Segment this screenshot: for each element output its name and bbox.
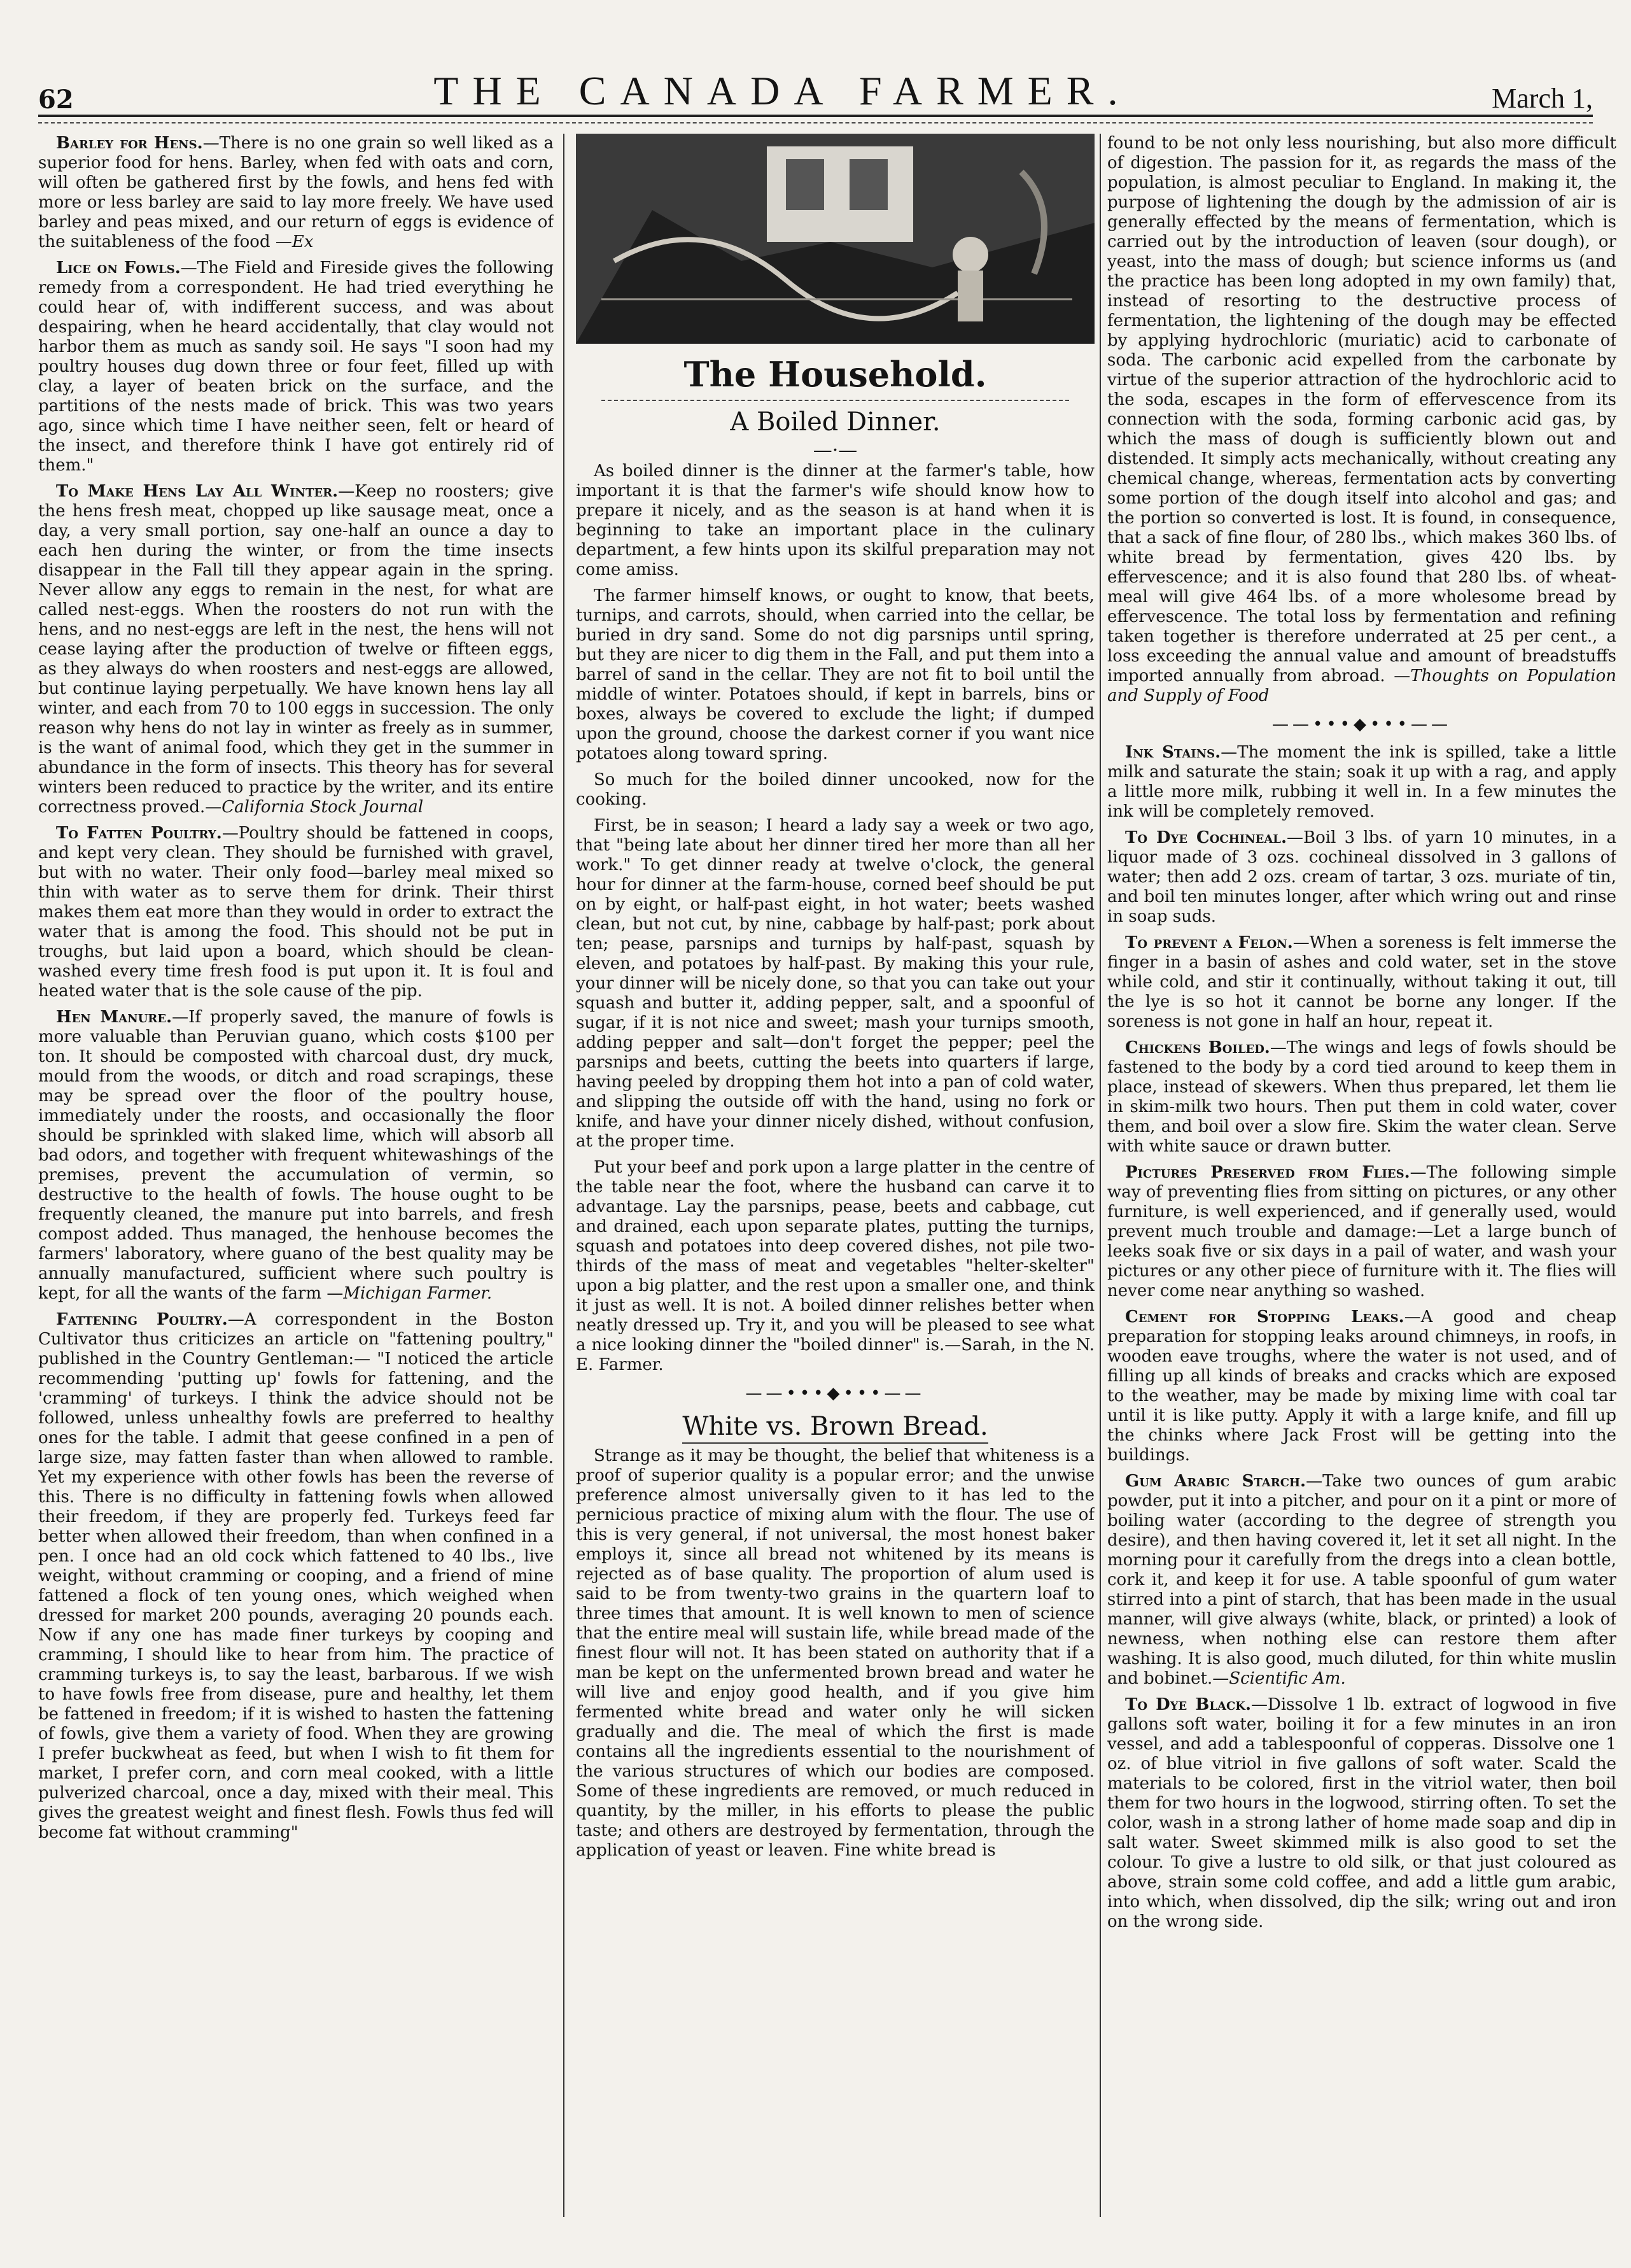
run-in-heading: Gum Arabic Starch. [1125, 1472, 1306, 1491]
paragraph [1107, 1472, 1616, 1689]
paragraph-text: —The wings and legs of fowls should be fastened to the body by a cord tied around to keep them in place, instead of skewers. When thus prepared, let them lie in skim-milk two hours. Then put them in cold water, cover them, and boil over a slow fire. Skim the water clean. Serve with white sauce or drawn butter. [1107, 1038, 1616, 1156]
run-in-heading: Barley for Hens. [56, 134, 203, 153]
paragraph-text: found to be not only less nourishing, but also more difficult of digestion. The passion for it, as regards the mass of the population, is almost peculiar to England. In making it, the purpose of lightening the dough by the admission of air is generally effected by the means of fermentation, which is carried out by the introduction of leaven (sour dough), or yeast, into the mass of dough; but science informs us (and the practice has been long adopted in my own family) that, instead of resorting to the destructive process of fermentation, the lightening of the dough may be effected by applying hydrochloric (muriatic) acid to carbonate of soda. The carbonic acid expelled from the carbonate by virtue of the superior attraction of the hydrochloric acid to the soda, escapes in the form of effervescence from its connection with the soda, forming carbonic acid gas, by which the mass of dough is sufficiently blown out and distended. It simply acts mechanically, without creating any chemical change, whereas, fermentation acts by converting some portion of the dough itself into alcohol and gas; and the portion so converted is lost. It is found, in consequence, that a sack of fine flour, of 280 lbs., which makes 360 lbs. of white bread by fermentation, gives 420 lbs. by effervescence; and it is also found that 280 lbs. of wheat-meal will give 464 lbs. of a more wholesome bread by effervescence. The total loss by fermentation and refining taken together is therefore underrated at 25 per cent., a loss exceeding the annual value and amount of breadstuffs imported annually from abroad. — [1107, 134, 1616, 686]
divider-ornament: ——•••◆•••—— [1271, 715, 1452, 734]
run-in-heading: Ink Stains. [1125, 743, 1221, 762]
source-credit: Michigan Farmer. [343, 1284, 493, 1303]
column-divider [1100, 134, 1101, 2217]
paragraph-text: —Take two ounces of gum arabic powder, put it into a pitcher, and pour on it a pint or more of boiling water (according to the degree of strength you desire), and then having covered it, let it set all night. In the morning pour it carefully from the dregs into a clean bottle, cork it, and keep it for use. A table spoonful of gum water stirred into a pint of starch, that has been made in the usual manner, will give always (white, black, or printed) a look of newness, when nothing else can restore them after washing. It is also good, much diluted, for thin white muslin and bobinet.— [1107, 1472, 1616, 1688]
article-title: A Boiled Dinner. [730, 407, 941, 437]
paragraph-text: —The Field and Fireside gives the following remedy from a correspondent. He had tried everything he could hear of, with indifferent success, and was about despairing, when he heard accidentally, that clay would not harbor them as much as sandy soil. He says "I soon had my poultry houses dug down three or four feet, filled up with clay, a layer of beaten brick on the surface, and the partitions of the nests made of brick. This was two years ago, since which time I have neither seen, felt or heard of the insect, and therefore think I have got entirely rid of them." [38, 258, 554, 475]
run-in-heading: To Dye Cochineal. [1125, 828, 1287, 847]
paragraph-text: —A correspondent in the Boston Cultivator thus criticizes an article on "fattening poultry," published in the Country Gentleman:— "I noticed the article recommending 'putting up' fowls for fattening, and the 'cramming' of turkeys. I think the advice should not be followed, unless unhealthy fowls are preferred to healthy ones for the table. I admit that geese confined in a pen of large size, may fatten faster than when allowed to ramble. Yet my experience with other fowls has been the reverse of this. There is no difficulty in fattening fowls when allowed their freedom, if they are properly fed. Turkeys feed far better when allowed their freedom, than when confined in a pen. I once had an old cock which fattened to 40 lbs., live weight, without cramming or cooping, and a friend of mine fattened a flock of ten young ones, which weighed when dressed for market 200 pounds, averaging 20 pounds each. Now if any one has made finer turkeys by cooping and cramming, I should like to hear from him. The practice of cramming turkeys is, to say the least, barbarous. If we wish to have fowls free from disease, pure and healthy, let them be fattened in freedom; if it is wished to hasten the fattening of fowls, give them a variety of food. When they are growing I prefer buckwheat as feed, but when I wish to fit them for market, I prefer corn, and corn meal cooked, with a little pulverized charcoal, once a day, mixed with their meal. This gives the greatest weight and finest flesh. Fowls thus fed will become fat without cramming" [38, 1310, 554, 1842]
run-in-heading: To Dye Black. [1125, 1695, 1251, 1714]
column-1 [38, 134, 554, 2217]
divider [601, 400, 1069, 401]
column-divider [563, 134, 564, 2217]
paragraph-text: —If properly saved, the manure of fowls is more valuable than Peruvian guano, which costs $100 per ton. It should be composted with charcoal dust, dry muck, mould from the woods, or ditch and road scrapings, these may be spread over the floor of the poultry house, immediately under the roosts, and occasionally the floor should be sprinkled with slaked lime, which will absorb all bad odors, and together with frequent whitewashings of the premises, prevent the accumulation of vermin, so destructive to the health of fowls. The house ought to be frequently cleaned, the manure put into barrels, and fresh compost added. Thus managed, the henhouse becomes the farmers' laboratory, where guano of the best quality may be annually manufactured, sufficient where such poultry is kept, for all the wants of the farm — [38, 1008, 554, 1303]
paragraph [38, 482, 554, 817]
header-rule [38, 122, 1593, 123]
column-3 [1107, 134, 1616, 2217]
paragraph-text: —There is no one grain so well liked as a superior food for hens. Barley, when fed with oats and corn, will often be gathered first by the fowls, and hens fed with more or less barley are said to lay more freely. We have used barley and peas mixed, and our return of eggs is evidence of the suitableness of the food — [38, 134, 554, 251]
paragraph [1107, 1038, 1616, 1157]
paragraph [38, 824, 554, 1001]
paragraph [38, 1310, 554, 1843]
page-number: 62 [38, 85, 74, 115]
source-credit: Scientific Am. [1229, 1669, 1346, 1688]
paragraph-text: —Boil 3 lbs. of yarn 10 minutes, in a liquor made of 3 ozs. cochineal dissolved in 3 gallons of water; then add 2 ozs. cream of tartar, 3 ozs. muriate of tin, and boil ten minutes longer, after which wring out and rinse in soap suds. [1107, 828, 1616, 926]
column-2 [576, 134, 1095, 2217]
paragraph [38, 134, 554, 252]
paragraph-text: —When a soreness is felt immerse the finger in a basin of ashes and cold water, set in the stove while cold, and stir it continually, without taking it out, till the lye is so hot it cannot be borne any longer. If the soreness is not gone in half an hour, repeat it. [1107, 933, 1616, 1031]
run-in-heading: Pictures Preserved from Flies. [1125, 1163, 1410, 1182]
garden-scene-illustration [576, 134, 1095, 344]
source-credit: California Stock Journal [221, 798, 424, 817]
run-in-heading: Cement for Stopping Leaks. [1125, 1307, 1404, 1327]
paragraph [1107, 828, 1616, 927]
paragraph [1107, 743, 1616, 822]
source-credit: Thoughts on Population and Supply of Food [1107, 666, 1616, 705]
run-in-heading: To Fatten Poultry. [56, 824, 222, 843]
paragraph-text: —Keep no roosters; give the hens fresh meat, chopped up like sausage meat, once a day, a very small portion, say one-half an ounce a day to each hen during the winter, or from the time insects disappear in the Fall till they appear again in the spring. Never allow any eggs to remain in the nest, for what are called nest-eggs. When the roosters do not run with the hens, and no nest-eggs are left in the nest, the hens will not cease laying after the production of twelve or fifteen eggs, as they always do when roosters and nest-eggs are allowed, but continue laying perpetually. We have known hens lay all winter, and each from 70 to 100 eggs in succession. The only reason why hens do not lay in winter as freely as in summer, is the want of animal food, which they get in the summer in abundance in the form of insects. This theory has for several winters been reduced to practice by the writer, and its entire correctness proved.— [38, 482, 554, 817]
divider-ornament: —·— [813, 439, 858, 461]
article-title-wrap [576, 1412, 1095, 1444]
run-in-heading: Lice on Fowls. [56, 258, 181, 278]
paragraph: So much for the boiled dinner uncooked, now for the cooking. [576, 770, 1095, 809]
paragraph: As boiled dinner is the dinner at the farmer's table, how important it is that the farmer's wife should know how to prepare it nicely, and as the season is at hand when it is beginning to take an important place in the culinary department, a few hints upon its skilful preparation may not come amiss. [576, 461, 1095, 579]
issue-date: March 1, [1492, 83, 1593, 114]
paragraph-text: —The moment the ink is spilled, take a little milk and saturate the stain; soak it up with a rag, and apply a little more milk, rubbing it well in. In a few minutes the ink will be completely removed. [1107, 743, 1616, 821]
paragraph [1107, 1307, 1616, 1465]
paragraph: Strange as it may be thought, the belief that whiteness is a proof of superior quality is a popular error; and the unwise preference almost universally given to it has led to the pernicious practice of mixing alum with the flour. The use of this is very general, if not universal, the most honest baker employs it, since all bread not whitened by its means is rejected as of base quality. The proportion of alum used is said to be from twenty-two grains in the quartern loaf to three times that amount. It is well known to men of science that the entire meal will sustain life, while bread made of the finest flour will not. It has been stated on authority that if a man be kept on the unfermented brown bread and water he will live and enjoy good health, and if you give him fermented white bread and water only he will sicken gradually and die. The meal of which the first is made contains all the ingredients essential to the nourishment of the various structures of which our bodies are composed. Some of these ingredients are removed, or much reduced in quantity, by the miller, in his efforts to please the public taste; and others are destroyed by fermentation, through the application of yeast or leaven. Fine white bread is [576, 1446, 1095, 1860]
paragraph: Put your beef and pork upon a large platter in the centre of the table near the foot, where the husband can carve it to advantage. Lay the parsnips, pease, beets and cabbage, cut and drained, each upon separate plates, putting the turnips, squash and potatoes into deep covered dishes, not pile two-thirds of the mass of meat and vegetables "helter-skelter" upon a big platter, and the rest upon a smaller one, and think it just as well. It is not. A boiled dinner relishes better when neatly dressed up. Try it, and you will be pleased to see what a nice looking dinner the "boiled dinner" is.—Sarah, in the N. E. Farmer. [576, 1158, 1095, 1374]
paragraph [1107, 1163, 1616, 1301]
article-title: White vs. Brown Bread. [682, 1412, 988, 1444]
paragraph-text: —Dissolve 1 lb. extract of logwood in five gallons soft water, boiling it for a few minutes in an iron vessel, and add a tablespoonful of copperas. Dissolve one 1 oz. of blue vitriol in five gallons of soft water. Scald the materials to be colored, first in the vitriol water, then boil them for two hours in the logwood, stirring often. To set the color, wash in a strong lather of home made soap and dip in salt water. Sweet skimmed milk is also good to set the colour. To give a lustre to old silk, or that just coloured as above, strain some cold coffee, and add a little gum arabic, into which, when dissolved, dip the silk; wring out and iron on the wrong side. [1107, 1695, 1616, 1931]
paragraph [38, 258, 554, 475]
paragraph-text: —A good and cheap preparation for stopping leaks around chimneys, in roofs, in wooden eave troughs, where the water is not used, and of filling up all kinds of breaks and cracks which are exposed to the weather, may be made by mixing lime with coal tar until it is like putty. Apply it with a large knife, and fill up the chinks where Jack Frost will be getting into the buildings. [1107, 1307, 1616, 1465]
paragraph [1107, 933, 1616, 1032]
run-in-heading: Fattening Poultry. [56, 1310, 228, 1329]
run-in-heading: To Make Hens Lay All Winter. [56, 482, 339, 501]
run-in-heading: To prevent a Felon. [1125, 933, 1293, 952]
run-in-heading: Chickens Boiled. [1125, 1038, 1270, 1057]
paragraph [38, 1008, 554, 1304]
section-title: The Household. [683, 354, 987, 395]
source-credit: Ex [291, 232, 314, 251]
paragraph: The farmer himself knows, or ought to know, that beets, turnips, and carrots, should, when carried into the cellar, be buried in dry sand. Some do not dig parsnips until spring, but they are nicer to dig them in the Fall, and put them into a barrel of sand in the cellar. They are not fit to boil until the middle of winter. Potatoes should, if kept in barrels, bins or boxes, always be covered to exclude the light; if dumped upon the ground, choose the darkest corner if you want nice potatoes along toward spring. [576, 586, 1095, 763]
divider-ornament: ——•••◆•••—— [745, 1384, 925, 1403]
paragraph: First, be in season; I heard a lady say a week or two ago, that "being late about her dinner tired her more than all her work." To get dinner ready at twelve o'clock, the general hour for dinner at the farm-house, corned beef should be put on by eight, or half-past eight, in hot water; beets washed clean, but not cut, by nine, cabbage by half-past; pork about ten; pease, parsnips and turnips by half-past, squash by eleven, and potatoes by half-past. By making this your rule, your dinner will be nicely done, so that you can take out your squash and butter it, adding pepper, salt, and a spoonful of sugar, if it is not nice and sweet; mash your turnips smooth, adding pepper and salt—don't forget the pepper; peel the parsnips and beets, cutting the beets into quarters if large, having peeled by dropping them hot into a pan of cold water, and slipping the outside off with the hand, using no fork or knife, and have your dinner nicely dished, without confusion, at the proper time. [576, 816, 1095, 1151]
household-engraving [576, 134, 1095, 344]
paragraph-text: —The following simple way of preventing flies from sitting on pictures, or any other furniture, is well experienced, and if generally used, would prevent much trouble and damage:—Let a large bunch of leeks soak five or six days in a pail of water, and wash your pictures or any other piece of furniture with it. The flies will never come near anything so washed. [1107, 1163, 1616, 1300]
paragraph [1107, 1695, 1616, 1932]
paragraph-text: —Poultry should be fattened in coops, and kept very clean. They should be furnished with gravel, but with no water. Their only food—barley meal mixed so thin with water as to serve them for drink. Their thirst makes them eat more than they would in order to extract the water that is among the food. This should not be put in troughs, but laid upon a board, which should be clean-washed every time fresh food is put upon it. It is foul and heated water that is the sole cause of the pip. [38, 824, 554, 1001]
newspaper-title: THE CANADA FARMER. [433, 68, 1132, 113]
run-in-heading: Hen Manure. [56, 1008, 172, 1027]
masthead [38, 57, 1593, 117]
paragraph [1107, 134, 1616, 706]
